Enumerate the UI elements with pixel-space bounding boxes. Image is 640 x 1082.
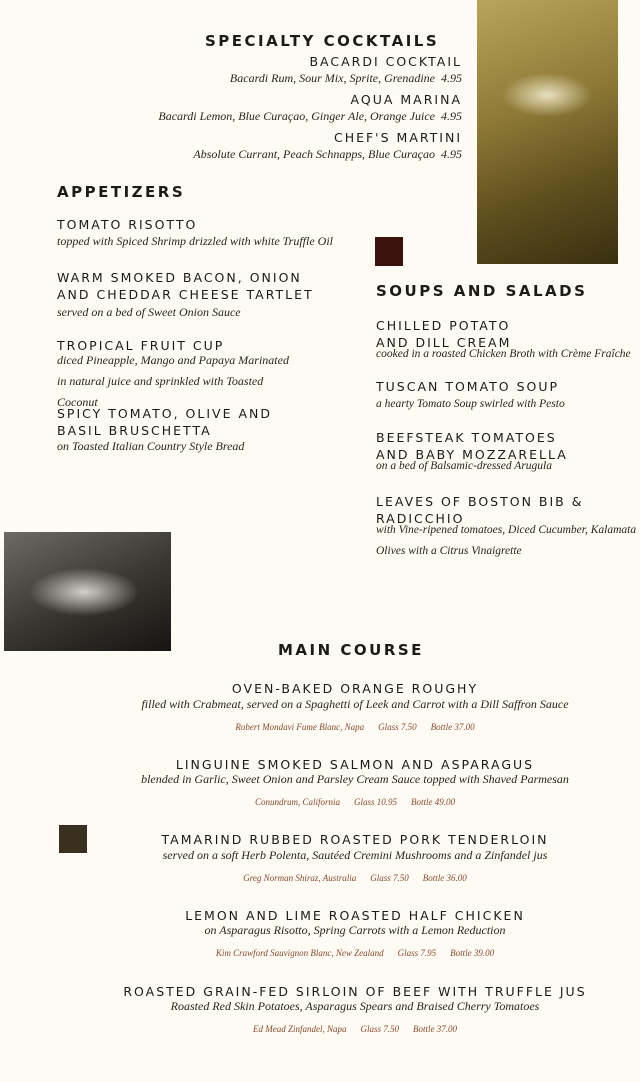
- cocktail-name: AQUA MARINA: [350, 92, 462, 107]
- appetizer-desc: diced Pineapple, Mango and Papaya Marinated in natural juice and sprinkled with Toasted Coconut: [57, 353, 289, 409]
- soup-desc: cooked in a roasted Chicken Broth with Crème Fraîche: [376, 348, 631, 360]
- cocktail-name: BACARDI COCKTAIL: [309, 54, 462, 69]
- appetizers-heading: APPETIZERS: [57, 183, 186, 201]
- soup-name: BEEFSTEAK TOMATOES AND BABY MOZZARELLA: [376, 430, 568, 462]
- wine-pairing: Robert Mondavi Fume Blanc, Napa Glass 7.50 Bottle 37.00: [235, 722, 475, 732]
- cocktail-name: CHEF'S MARTINI: [333, 130, 462, 145]
- main-item-name: LEMON AND LIME ROASTED HALF CHICKEN: [185, 908, 525, 923]
- appetizer-name: TOMATO RISOTTO: [57, 217, 198, 232]
- cocktail-desc: Bacardi Lemon, Blue Curaçao, Ginger Ale, Orange Juice 4.95: [158, 109, 462, 123]
- main-course-heading: MAIN COURSE: [278, 641, 424, 659]
- soup-desc: a hearty Tomato Soup swirled with Pesto: [376, 398, 565, 410]
- soup-desc: with Vine-ripened tomatoes, Diced Cucumber, Kalamata Olives with a Citrus Vinaigrette: [376, 524, 637, 557]
- main-item-desc: on Asparagus Risotto, Spring Carrots with a Lemon Reduction: [204, 923, 506, 937]
- appetizer-desc: topped with Spiced Shrimp drizzled with white Truffle Oil: [57, 234, 334, 248]
- soup-desc: on a bed of Balsamic-dressed Arugula: [376, 460, 552, 472]
- main-item-name: ROASTED GRAIN-FED SIRLOIN OF BEEF WITH TRUFFLE JUS: [123, 984, 587, 999]
- cocktails-heading: SPECIALTY COCKTAILS: [205, 32, 440, 50]
- main-item-name: TAMARIND RUBBED ROASTED PORK TENDERLOIN: [161, 832, 549, 847]
- wine-pairing: Ed Mead Zinfandel, Napa Glass 7.50 Bottle 37.00: [252, 1024, 457, 1034]
- appetizer-desc: on Toasted Italian Country Style Bread: [57, 439, 245, 453]
- appetizer-name: TROPICAL FRUIT CUP: [57, 338, 225, 353]
- cocktail-desc: Bacardi Rum, Sour Mix, Sprite, Grenadine 4.95: [229, 71, 462, 85]
- wine-pairing: Kim Crawford Sauvignon Blanc, New Zealand Glass 7.95 Bottle 39.00: [215, 948, 495, 958]
- main-item-desc: served on a soft Herb Polenta, Sautéed Cremini Mushrooms and a Zinfandel jus: [162, 848, 548, 862]
- pan-photo-bottom: [4, 532, 171, 651]
- pan-photo-top: [477, 0, 618, 264]
- appetizer-desc: served on a bed of Sweet Onion Sauce: [57, 305, 241, 319]
- main-item-name: OVEN-BAKED ORANGE ROUGHY: [231, 681, 479, 696]
- main-item-desc: filled with Crabmeat, served on a Spaghetti of Leek and Carrot with a Dill Saffron Sauce: [141, 697, 569, 711]
- main-item-desc: Roasted Red Skin Potatoes, Asparagus Spears and Braised Cherry Tomatoes: [170, 999, 540, 1013]
- decorative-square-maroon: [375, 237, 403, 266]
- soups-heading: SOUPS AND SALADS: [376, 282, 588, 300]
- soup-name: CHILLED POTATO AND DILL CREAM: [376, 318, 512, 350]
- appetizer-name: WARM SMOKED BACON, ONION AND CHEDDAR CHEESE TARTLET: [57, 270, 314, 302]
- main-item-name: LINGUINE SMOKED SALMON AND ASPARAGUS: [175, 757, 535, 772]
- wine-pairing: Greg Norman Shiraz, Australia Glass 7.50 Bottle 36.00: [243, 873, 467, 883]
- appetizer-name: SPICY TOMATO, OLIVE AND BASIL BRUSCHETTA: [57, 406, 272, 438]
- soup-name: LEAVES OF BOSTON BIB & RADICCHIO: [376, 494, 584, 526]
- wine-pairing: Conundrum, California Glass 10.95 Bottle 49.00: [254, 797, 456, 807]
- main-item-desc: blended in Garlic, Sweet Onion and Parsley Cream Sauce topped with Shaved Parmesan: [141, 772, 569, 786]
- cocktail-desc: Absolute Currant, Peach Schnapps, Blue Curaçao 4.95: [193, 147, 462, 161]
- soup-name: TUSCAN TOMATO SOUP: [376, 379, 560, 394]
